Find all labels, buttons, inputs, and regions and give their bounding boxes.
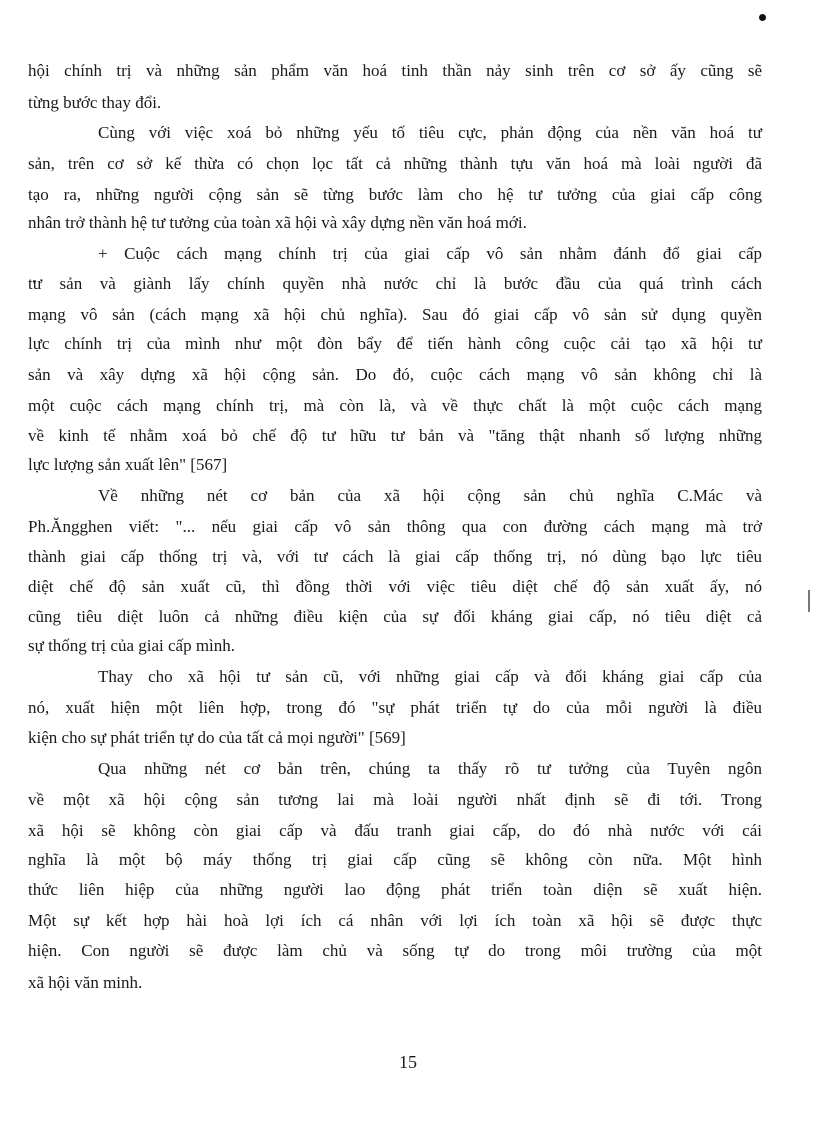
text-line: xã hội sẽ không còn giai cấp và đấu tranh giai cấp, do đó nhà nước với cái [28, 821, 762, 840]
text-line: thức liên hiệp của những người lao động phát triển toàn diện sẽ xuất hiện. [28, 880, 762, 899]
text-line: nó, xuất hiện một liên hợp, trong đó "sự phát triển tự do của mỗi người là điều [28, 698, 762, 717]
text-line: kiện cho sự phát triển tự do của tất cả mọi người" [569] [28, 728, 406, 747]
text-line: Một sự kết hợp hài hoà lợi ích cá nhân với lợi ích toàn xã hội sẽ được thực [28, 911, 762, 930]
text-line: lực chính trị của mình như một đòn bẩy để tiến hành công cuộc cải tạo xã hội tư [28, 334, 762, 353]
ink-dot [759, 14, 766, 21]
text-line: mạng vô sản (cách mạng xã hội chủ nghĩa). Sau đó giai cấp vô sản sử dụng quyền [28, 305, 762, 324]
text-line: thành giai cấp thống trị và, với tư cách là giai cấp thống trị, nó dùng bạo lực tiêu [28, 547, 762, 566]
text-line: + Cuộc cách mạng chính trị của giai cấp vô sản nhằm đánh đổ giai cấp [98, 244, 762, 263]
scan-mark [808, 590, 810, 612]
text-line: hiện. Con người sẽ được làm chủ và sống tự do trong môi trường của một [28, 941, 762, 960]
text-line: Qua những nét cơ bản trên, chúng ta thấy rõ tư tưởng của Tuyên ngôn [98, 759, 762, 778]
text-line: Cùng với việc xoá bỏ những yếu tố tiêu cực, phản động của nền văn hoá tư [98, 123, 762, 142]
text-line: Về những nét cơ bản của xã hội cộng sản chủ nghĩa C.Mác và [98, 486, 762, 505]
text-line: về một xã hội cộng sản tương lai mà loài người nhất định sẽ đi tới. Trong [28, 790, 762, 809]
text-line: nghĩa là một bộ máy thống trị giai cấp cũng sẽ không còn nữa. Một hình [28, 850, 762, 869]
text-line: sản, trên cơ sở kế thừa có chọn lọc tất cả những thành tựu văn hoá mà loài người đã [28, 154, 762, 173]
text-line: tư sản và giành lấy chính quyền nhà nước chỉ là bước đầu của quá trình cách [28, 274, 762, 293]
text-line: hội chính trị và những sản phẩm văn hoá tinh thần nảy sinh trên cơ sở ấy cũng sẽ [28, 61, 762, 80]
text-line: sản và xây dựng xã hội cộng sản. Do đó, cuộc cách mạng vô sản không chỉ là [28, 365, 762, 384]
page-number: 15 [399, 1052, 417, 1072]
text-line: lực lượng sản xuất lên" [567] [28, 455, 228, 474]
text-line: xã hội văn minh. [28, 973, 143, 992]
text-line: về kinh tế nhằm xoá bỏ chế độ tư hữu tư bản và "tăng thật nhanh số lượng những [28, 426, 762, 445]
text-line: tạo ra, những người cộng sản sẽ từng bước làm cho hệ tư tưởng của giai cấp công [28, 185, 762, 204]
text-line: Ph.Ăngghen viết: "... nếu giai cấp vô sản thông qua con đường cách mạng mà trở [28, 517, 762, 536]
text-line: diệt chế độ sản xuất cũ, thì đồng thời với việc tiêu diệt chế độ sản xuất ấy, nó [28, 577, 762, 596]
text-line: nhân trở thành hệ tư tưởng của toàn xã hội và xây dựng nền văn hoá mới. [28, 213, 527, 232]
text-line: cũng tiêu diệt luôn cả những điều kiện của sự đối kháng giai cấp, nó tiêu diệt cả [28, 607, 762, 626]
text-line: một cuộc cách mạng chính trị, mà còn là, và về thực chất là một cuộc cách mạng [28, 396, 762, 415]
text-line: Thay cho xã hội tư sản cũ, với những giai cấp và đối kháng giai cấp của [98, 667, 762, 686]
text-line: sự thống trị của giai cấp mình. [28, 636, 236, 655]
text-line: từng bước thay đổi. [28, 93, 162, 112]
